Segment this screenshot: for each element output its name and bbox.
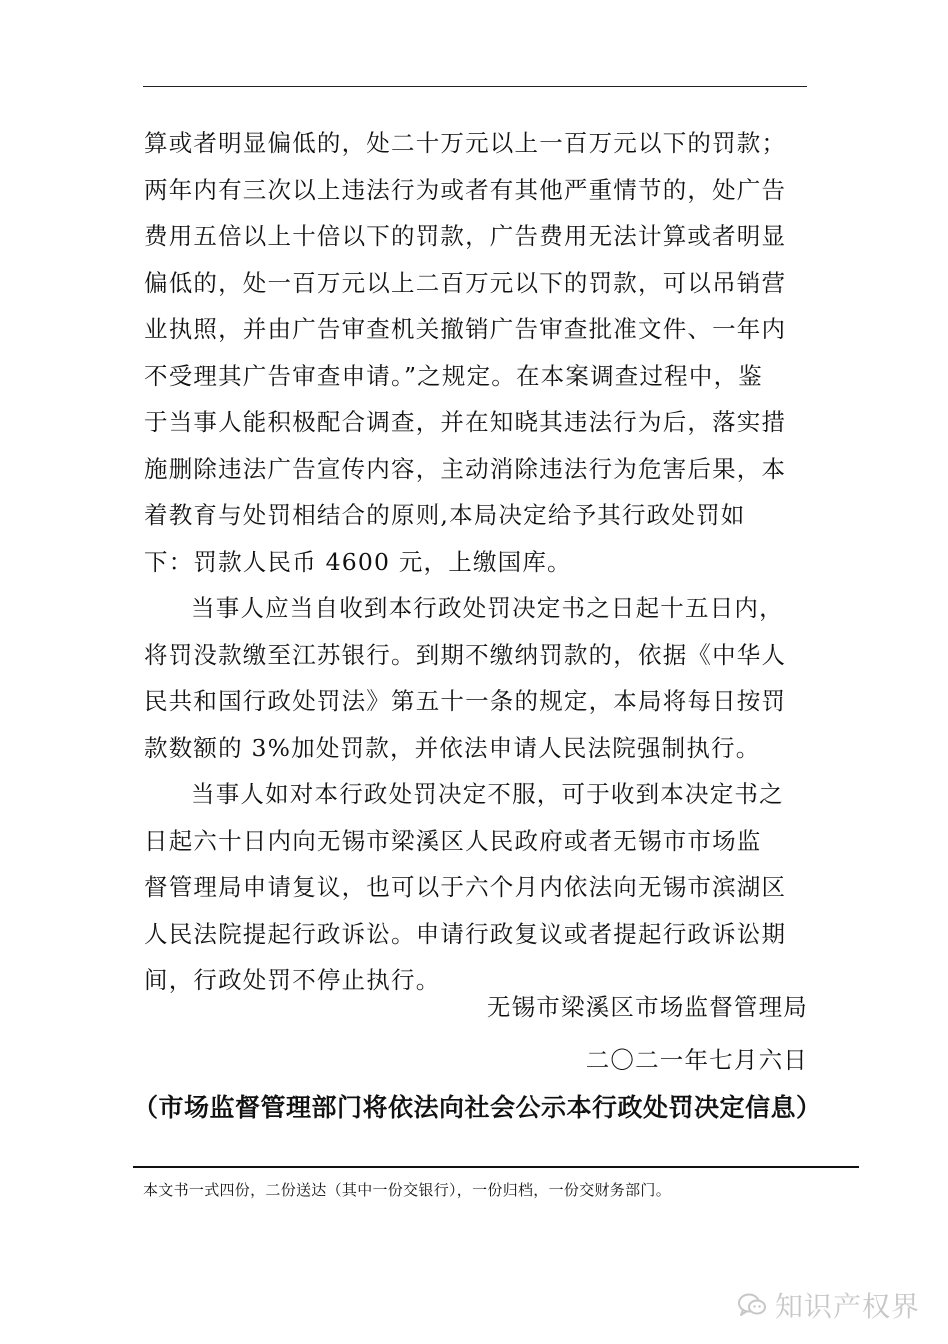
issue-date: 二〇二一年七月六日 bbox=[585, 1046, 808, 1074]
text-line: 督管理局申请复议，也可以于六个月内依法向无锡市滨湖区 bbox=[144, 873, 787, 901]
text-line: 业执照，并由广告审查机关撤销广告审查批准文件、一年内 bbox=[144, 315, 787, 343]
paragraph bbox=[144, 585, 808, 771]
text-line: 当事人如对本行政处罚决定不服，可于收到本决定书之 bbox=[191, 780, 784, 808]
header-rule bbox=[143, 86, 807, 87]
watermark-text: 知识产权界 bbox=[774, 1290, 920, 1323]
text-line: 费用五倍以上十倍以下的罚款，广告费用无法计算或者明显 bbox=[144, 222, 787, 250]
text-line: 将罚没款缴至江苏银行。到期不缴纳罚款的，依据《中华人 bbox=[144, 640, 787, 669]
text-line: 算或者明显偏低的，处二十万元以上一百万元以下的罚款； bbox=[144, 129, 787, 157]
watermark bbox=[737, 1285, 920, 1325]
public-notice: （市场监督管理部门将依法向社会公示本行政处罚决定信息） bbox=[133, 1093, 822, 1122]
issuing-organization: 无锡市梁溪区市场监督管理局 bbox=[486, 993, 808, 1021]
text-line: 民共和国行政处罚法》第五十一条的规定，本局将每日按罚 bbox=[144, 687, 787, 715]
text-line: 间，行政处罚不停止执行。 bbox=[144, 966, 441, 994]
text-line: 两年内有三次以上违法行为或者有其他严重情节的，处广告 bbox=[144, 175, 787, 204]
text-line: 着教育与处罚相结合的原则,本局决定给予其行政处罚如 bbox=[144, 501, 746, 529]
footer-note: 本文书一式四份，二份送达（其中一份交银行），一份归档，一份交财务部门。 bbox=[143, 1181, 672, 1199]
paragraph bbox=[144, 771, 808, 1004]
footer-rule bbox=[133, 1166, 859, 1168]
text-line: 偏低的，处一百万元以上二百万元以下的罚款，可以吊销营 bbox=[144, 268, 787, 297]
text-line: 当事人应当自收到本行政处罚决定书之日起十五日内， bbox=[191, 594, 784, 622]
wechat-icon bbox=[737, 1291, 767, 1319]
text-line: 施删除违法广告宣传内容，主动消除违法行为危害后果，本 bbox=[144, 454, 787, 483]
paragraph bbox=[144, 120, 808, 585]
text-line: 于当事人能积极配合调查，并在知晓其违法行为后，落实措 bbox=[144, 408, 787, 436]
text-line: 款数额的 3%加处罚款，并依法申请人民法院强制执行。 bbox=[144, 733, 761, 762]
text-line: 人民法院提起行政诉讼。申请行政复议或者提起行政诉讼期 bbox=[144, 919, 787, 948]
text-line: 不受理其广告审查申请。”之规定。在本案调查过程中，鉴 bbox=[144, 361, 763, 390]
document-body bbox=[144, 120, 808, 1004]
text-line: 日起六十日内向无锡市梁溪区人民政府或者无锡市市场监 bbox=[144, 826, 762, 855]
text-line: 下：罚款人民币 4600 元，上缴国库。 bbox=[144, 547, 572, 576]
